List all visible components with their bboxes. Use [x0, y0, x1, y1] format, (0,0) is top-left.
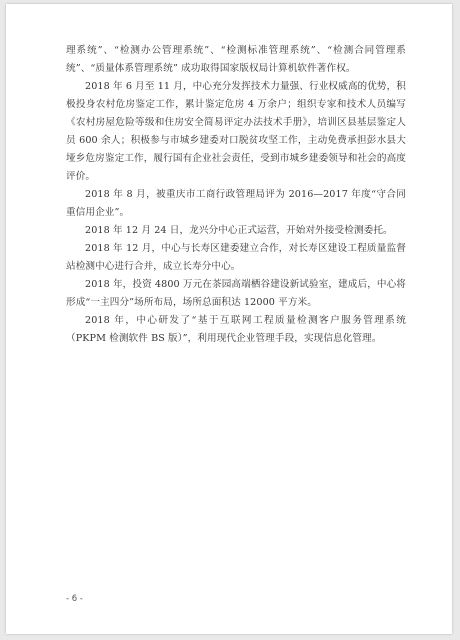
paragraph-software-copyright: 理系统”、“检测办公管理系统”、“检测标准管理系统”、“检测合同管理系统”、“质量体系管理系统” 成功取得国家版权局计算机软件著作权。: [66, 45, 406, 74]
paragraph-new-laboratory: 2018 年，投资 4800 万元在茶园高端栖谷建设新试验室，建成后，中心将形成“一主四分”场所布局，场所总面积达 12000 平方米。: [66, 279, 406, 308]
body-text: [66, 42, 406, 348]
paragraph-pkpm-system: 2018 年，中心研发了“基于互联网工程质量检测客户服务管理系统（PKPM 检测软件 BS 版）”，利用现代企业管理手段，实现信息化管理。: [66, 315, 406, 344]
paragraph-rural-house-appraisal: 2018 年 6 月至 11 月，中心充分发挥技术力量强、行业权威高的优势，积极投身农村危房鉴定工作，累计鉴定危房 4 万余户；组织专家和技术人员编写《农村房屋危险等级和住房安全简易评定办法技术手册》，培训区县基层鉴定人员 600 余人；积极参与市城乡建委对口脱贫攻坚工作，主动免费承担彭水县大垭乡危房鉴定工作，履行国有企业社会责任，受到市城乡建委领导和社会的高度评价。: [66, 81, 406, 182]
document-page: [6, 4, 452, 634]
paragraph-credit-award: 2018 年 8 月，被重庆市工商行政管理局评为 2016—2017 年度“守合同重信用企业”。: [66, 189, 406, 218]
page-number: - 6 -: [66, 594, 83, 604]
paragraph-changshou-branch: 2018 年 12 月，中心与长寿区建委建立合作，对长寿区建设工程质量监督站检测中心进行合并，成立长寿分中心。: [66, 243, 406, 272]
paragraph-longxing-branch: 2018 年 12 月 24 日，龙兴分中心正式运营，开始对外接受检测委托。: [85, 225, 393, 236]
